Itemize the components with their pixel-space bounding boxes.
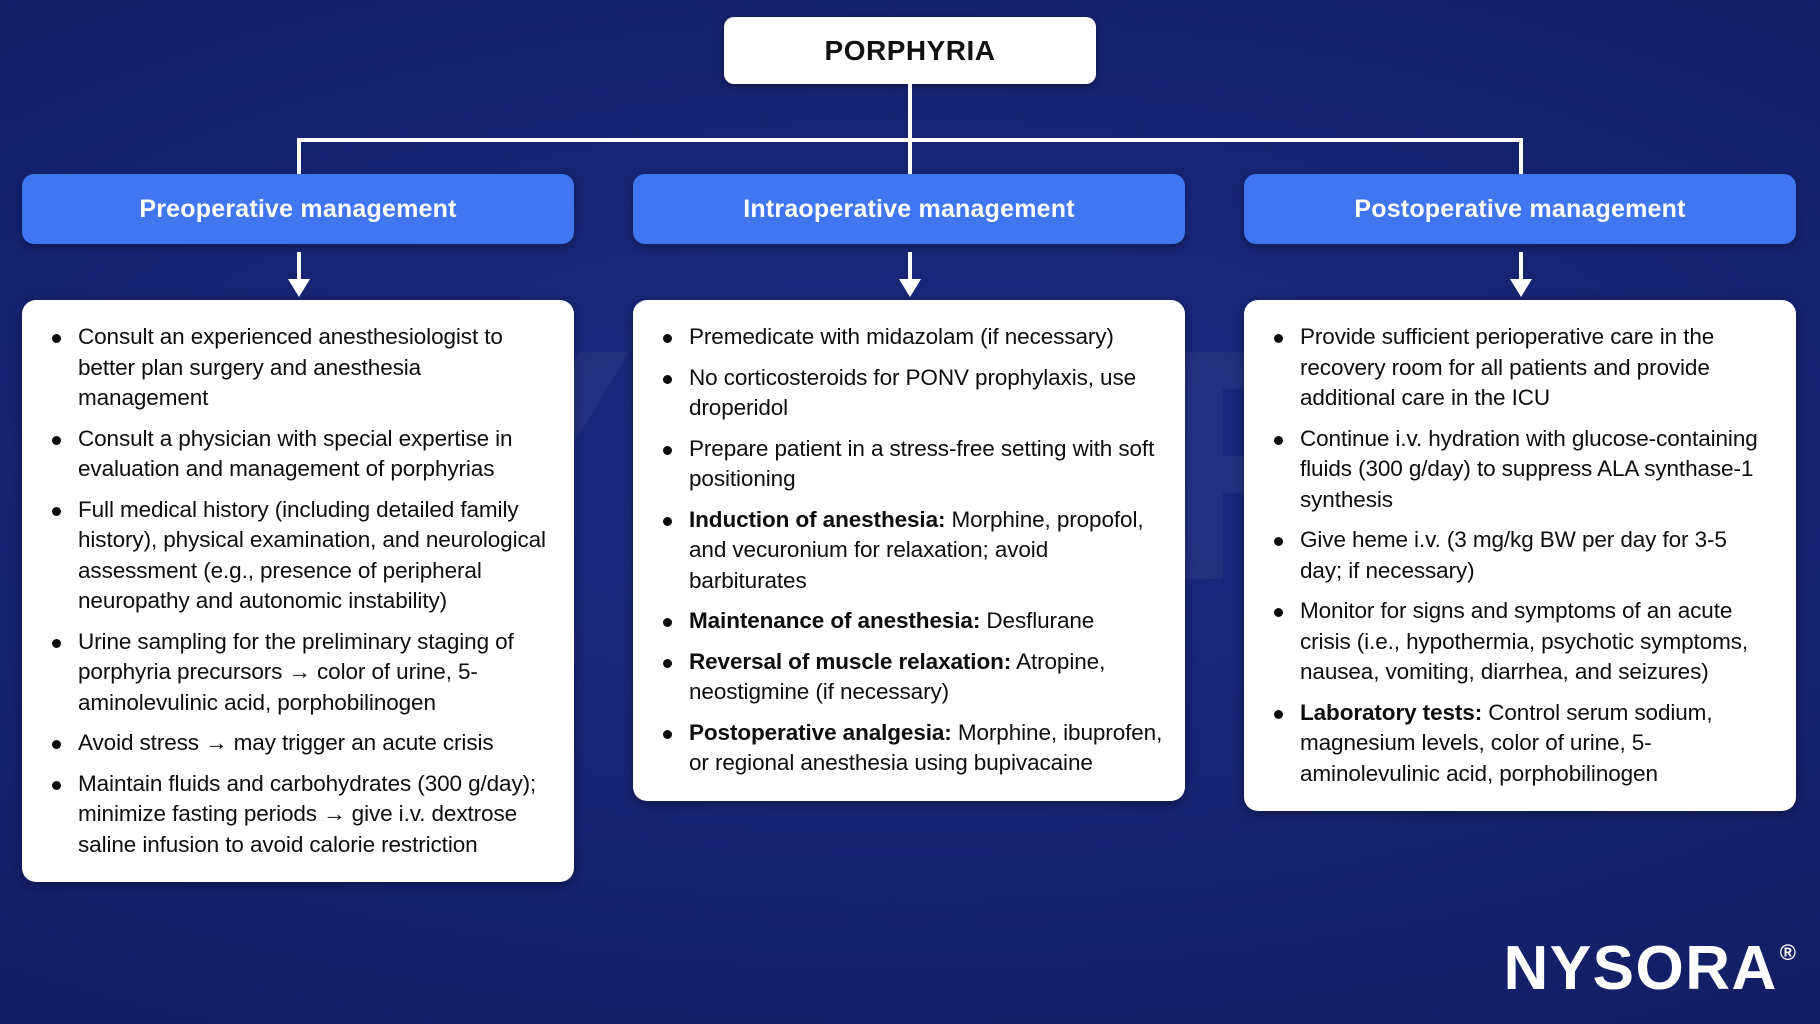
bullet-text: Prepare patient in a stress-free setting with soft positioning [689,435,1155,491]
bullet-item [42,728,552,759]
bullet-item [653,505,1163,597]
bullet-lead-label: Laboratory tests: [1300,699,1483,725]
bullet-text: Morphine, propofol, and vecuronium for relaxation; avoid barbiturates [689,506,1144,593]
bullet-text: No corticosteroids for PONV prophylaxis, use droperidol [689,364,1137,420]
card-intraoperative-management [633,300,1185,801]
bullet-text: Full medical history (including detailed family history), physical examination, and neurological assessment (e.g., presence of peripheral neuropathy and autonomic instability) [78,496,546,613]
bullet-item [1264,596,1774,688]
arrow-down-icon-preoperative [288,252,310,297]
connector-drop-postoperative [1519,138,1523,179]
bullet-item [653,322,1163,353]
bullet-item [42,495,552,617]
header-intraoperative-management [633,174,1185,244]
bullet-text: Maintain fluids and carbohydrates (300 g/day); minimize fasting periods → give i.v. dextrose saline infusion to avoid calorie restriction [78,770,537,857]
arrow-head [1510,279,1532,297]
bullet-text: Urine sampling for the preliminary staging of porphyria precursors → color of urine, 5-aminolevulinic acid, porphobilinogen [78,628,514,715]
bullet-text: Continue i.v. hydration with glucose-containing fluids (300 g/day) to suppress ALA synthase-1 synthesis [1300,425,1758,512]
column-postoperative [1244,174,1796,786]
header-label: Intraoperative management [743,194,1075,223]
bullet-item [653,606,1163,637]
arrow-head [288,279,310,297]
bullet-list-postoperative [1264,322,1774,789]
header-postoperative-management [1244,174,1796,244]
bullet-item [1264,424,1774,516]
bullet-item [42,769,552,861]
arrow-head [899,279,921,297]
bullet-item [653,434,1163,495]
bullet-item [42,424,552,485]
bullet-lead-label: Induction of anesthesia: [689,506,946,532]
bullet-lead-label: Postoperative analgesia: [689,719,952,745]
connector-stem-vertical [908,84,912,140]
bullet-list-intraoperative [653,322,1163,779]
bullet-text: Avoid stress → may trigger an acute crisis [78,730,494,755]
connector-drop-intraoperative [908,138,912,179]
bullet-text: Control serum sodium, magnesium levels, color of urine, 5-aminolevulinic acid, porphobilinogen [1300,699,1713,786]
bullet-text: Desflurane [980,608,1095,633]
nysora-logo [1503,934,1796,1003]
bullet-text: Give heme i.v. (3 mg/kg BW per day for 3-5 day; if necessary) [1300,527,1727,583]
column-preoperative [22,174,574,857]
arrow-shaft [297,252,301,282]
bullet-item [42,322,552,414]
arrow-down-icon-intraoperative [899,252,921,297]
bullet-lead-label: Maintenance of anesthesia: [689,608,981,633]
root-node-porphyria [724,17,1096,84]
card-postoperative-management [1244,300,1796,811]
bullet-item [1264,525,1774,586]
bullet-text: Monitor for signs and symptoms of an acute crisis (i.e., hypothermia, psychotic symptoms, nausea, vomiting, diarrhea, and seizures) [1300,598,1749,684]
column-intraoperative [633,174,1185,775]
bullet-item [42,627,552,719]
bullet-item [653,718,1163,779]
header-label: Preoperative management [139,194,457,223]
bullet-text: Atropine, neostigmine (if necessary) [689,648,1106,704]
bullet-text: Consult an experienced anesthesiologist to better plan surgery and anesthesia management [78,324,503,410]
arrow-shaft [908,252,912,282]
bullet-text: Consult a physician with special expertise in evaluation and management of porphyrias [78,425,513,481]
nysora-wordmark: NYSORA [1503,934,1778,1003]
bullet-item [1264,698,1774,790]
bullet-lead-label: Reversal of muscle relaxation: [689,648,1012,674]
bullet-item [653,647,1163,708]
arrow-down-icon-postoperative [1510,252,1532,297]
bullet-item [1264,322,1774,414]
bullet-text: Morphine, ibuprofen, or regional anesthesia using bupivacaine [689,719,1163,775]
bullet-item [653,363,1163,424]
bullet-list-preoperative [42,322,552,860]
arrow-shaft [1519,252,1523,282]
connector-drop-preoperative [297,138,301,179]
card-preoperative-management [22,300,574,882]
bullet-text: Provide sufficient perioperative care in the recovery room for all patients and provide additional care in the ICU [1300,324,1715,410]
header-label: Postoperative management [1354,194,1686,223]
root-node-label: PORPHYRIA [824,34,996,66]
bullet-text: Premedicate with midazolam (if necessary) [689,324,1114,349]
header-preoperative-management [22,174,574,244]
registered-trademark-icon: ® [1779,940,1796,965]
